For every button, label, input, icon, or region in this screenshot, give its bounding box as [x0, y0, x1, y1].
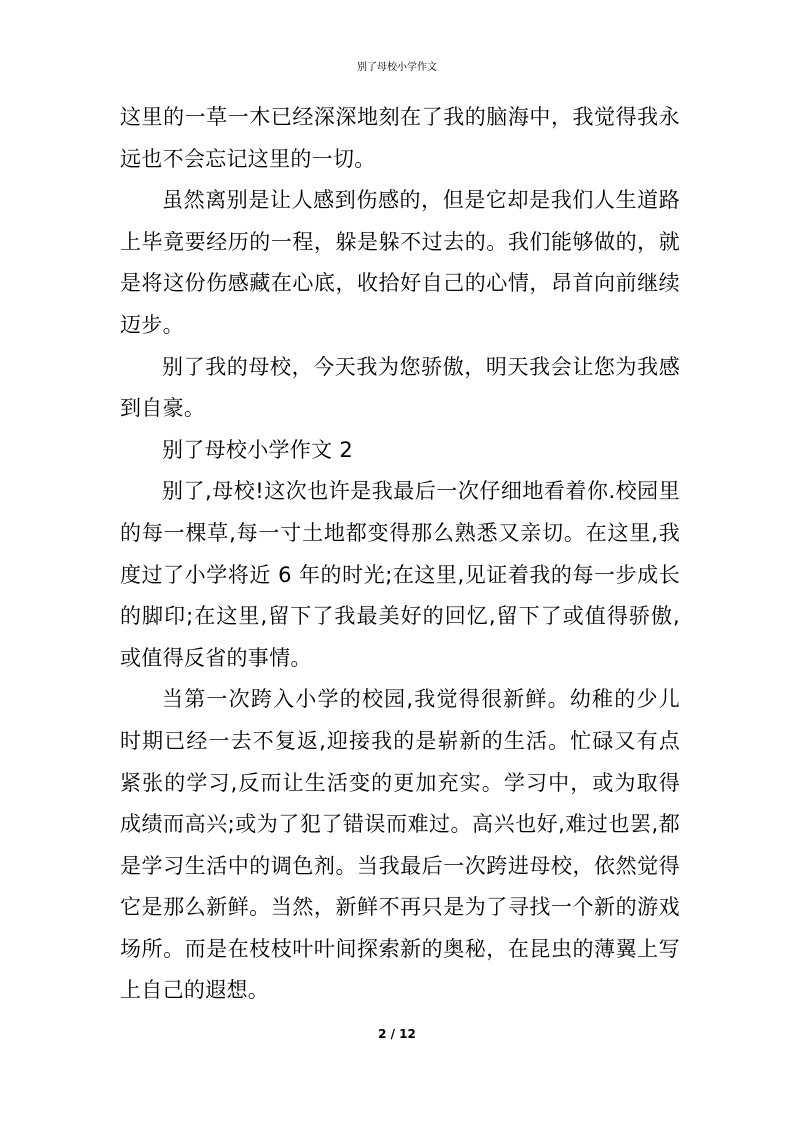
paragraph: 虽然离别是让人感到伤感的，但是它却是我们人生道路上毕竟要经历的一程，躲是躲不过去的。我们能够做的，就是将这份伤感藏在心底，收拾好自己的心情，昂首向前继续迈步。: [120, 188, 680, 337]
paragraph: 当第一次跨入小学的校园,我觉得很新鲜。幼稚的少儿时期已经一去不复返,迎接我的是崭新的生活。忙碌又有点紧张的学习,反而让生活变的更加充实。学习中，或为取得成绩而高兴;或为了犯了错误而难过。高兴也好,难过也罢,都是学习生活中的调色剂。当我最后一次跨进母校，依然觉得它是那么新鲜。当然，新鲜不再只是为了寻找一个新的游戏场所。而是在枝枝叶叶间探索新的奥秘，在昆虫的薄翼上写上自己的遐想。: [120, 687, 680, 1003]
paragraph: 别了我的母校，今天我为您骄傲，明天我会让您为我感到自豪。: [120, 354, 680, 421]
paragraph: 别了,母校!这次也许是我最后一次仔细地看着你.校园里的每一棵草,每一寸土地都变得那么熟悉又亲切。在这里,我度过了小学将近 6 年的时光;在这里,见证着我的每一步成长的脚印;在这里,留下了我最美好的回忆,留下了或值得骄傲,或值得反省的事情。: [120, 479, 680, 670]
page-header: 别了母校小学作文: [357, 62, 437, 73]
section-heading: 别了母校小学作文 2: [162, 437, 354, 462]
paragraph-continuation: 这里的一草一木已经深深地刻在了我的脑海中，我觉得我永远也不会忘记这里的一切。: [120, 105, 680, 171]
document-body: [120, 97, 680, 1012]
page-number: 2 / 12: [378, 1027, 416, 1041]
